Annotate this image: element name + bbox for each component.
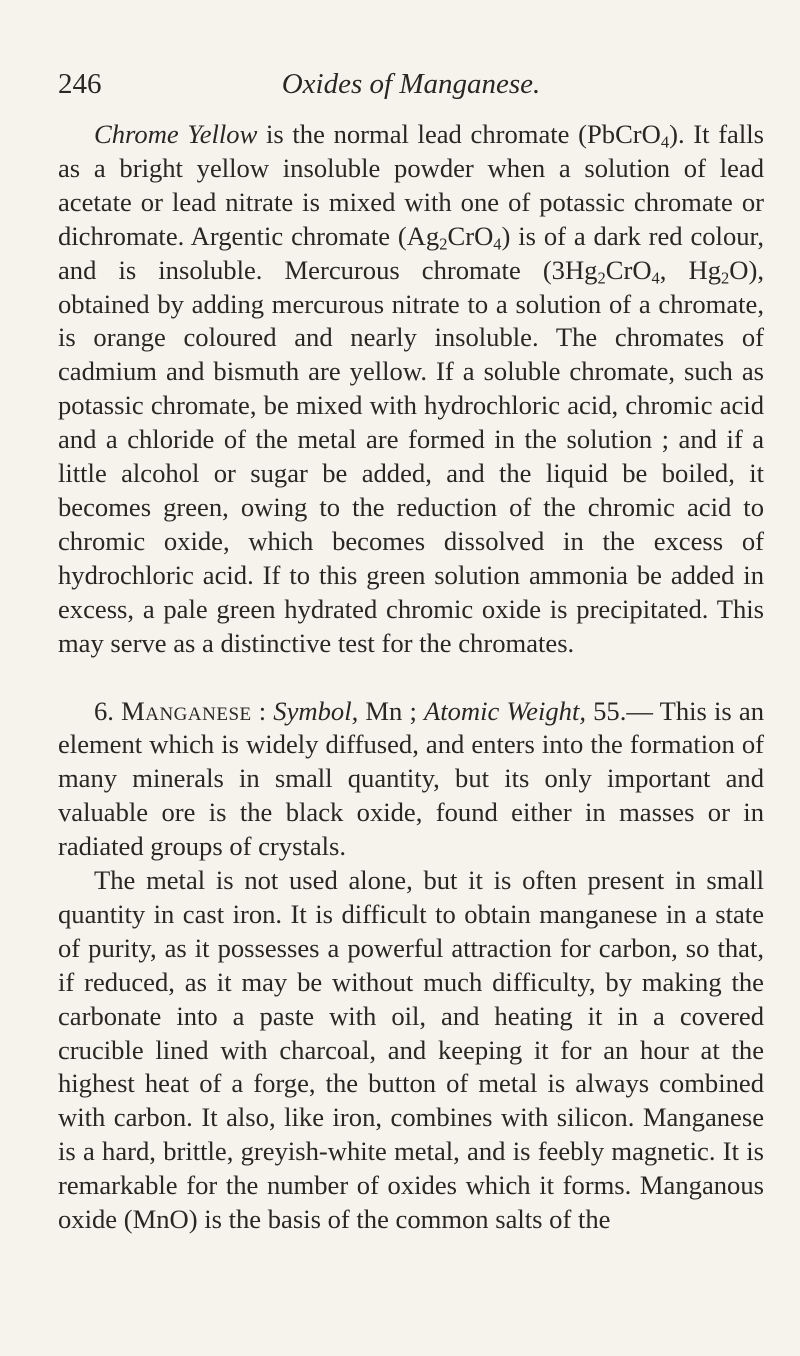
page-number: 246 [58, 68, 102, 100]
page [58, 64, 764, 1237]
symbol-label: Symbol, [273, 695, 359, 726]
atomic-weight-label: Atomic Weight, [423, 695, 586, 726]
paragraph-chrome-yellow: Chrome Yellow is the normal lead chromate (PbCrO$_4$). It falls as a bright yellow insoluble powder when a solution of lead acetate or lead nitrate is mixed with one of potassic chromate or dichromate. Argentic chromate $(Ag_2CrO_4)$ is of a dark red colour, and is insoluble. Mercurous chromate ($3Hg_2CrO_4$, $Hg_2O$), obtained by adding mercurous nitrate to a solution of a chromate, is orange coloured and nearly insoluble. The chromates of cadmium and bismuth are yellow. If a soluble chromate, such as potassic chromate, be mixed with hydrochloric acid, chromic acid and a chloride of the metal are formed in the solution ; and if a little alcohol or sugar be added, and the liquid be boiled, it becomes green, owing to the reduction of the chromic acid to chromic oxide, which becomes dissolved in the excess of hydrochloric acid. If to this green solution ammonia be added in excess, a pale green hydrated chromic oxide is precipitated. This may serve as a distinctive test for the chromates. [58, 119, 764, 658]
paragraph-manganese-metal: The metal is not used alone, but it is often present in small quantity in cast iron. It is difficult to obtain manganese in a state of purity, as it possesses a powerful attraction for carbon, so that, if reduced, as it may be without much difficulty, by making the carbonate into a paste with oil, and heating it in a covered crucible lined with charcoal, and keeping it for an hour at the highest heat of a forge, the button of metal is always combined with carbon. It also, like iron, combines with silicon. Manganese is a hard, brittle, greyish-white metal, and is feebly magnetic. It is remarkable for the number of oxides which it forms. Manganous oxide (MnO) is the basis of the common salts of the [58, 865, 764, 1235]
section-number: 6. [94, 695, 114, 726]
term-chrome-yellow: Chrome Yellow [94, 119, 258, 149]
running-head: Oxides of Manganese. [281, 68, 541, 100]
section-heading: Manganese [121, 695, 252, 726]
page-header [58, 64, 764, 104]
paragraph-manganese-intro: 6. Manganese : Symbol, Mn ; Atomic Weight, 55.— This is an element which is widely diffused, and enters into the formation of many minerals in small quantity, but its only important and valuable ore is the black oxide, found either in masses or in radiated groups of crystals. [58, 695, 765, 862]
symbol-value: Mn ; [358, 695, 424, 726]
atomic-weight-value: 55. [585, 695, 627, 726]
